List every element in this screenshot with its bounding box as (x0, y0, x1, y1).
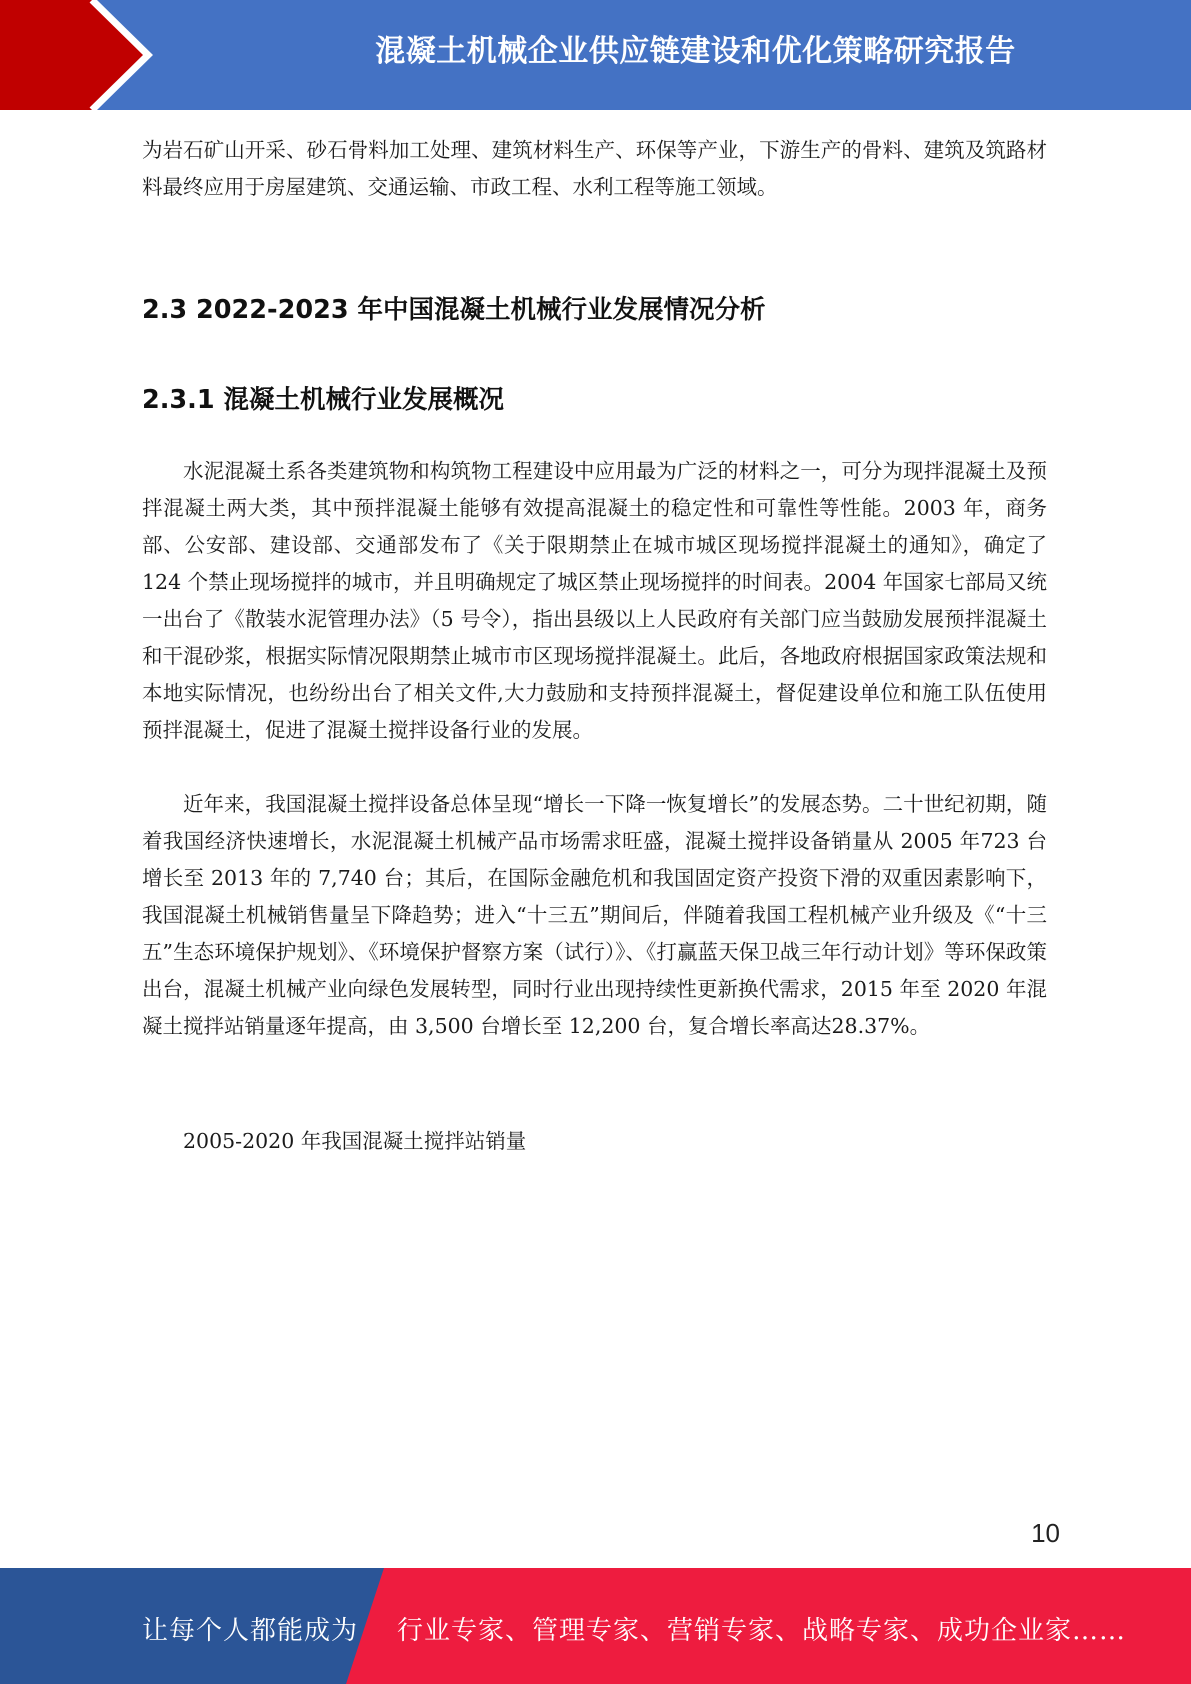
subsection-heading-block (142, 380, 1047, 416)
footer-slogan-right: 行业专家、管理专家、营销专家、战略专家、成功企业家…… (397, 1616, 1127, 1646)
figure-caption: 2005-2020 年我国混凝土搅拌站销量 (183, 1129, 527, 1153)
subsection-heading: 2.3.1 混凝土机械行业发展概况 (142, 385, 504, 415)
header-red-arrow (0, 0, 148, 110)
body-paragraph: 水泥混凝土系各类建筑物和构筑物工程建设中应用最为广泛的材料之一，可分为现拌混凝土及预拌混凝土两大类，其中预拌混凝土能够有效提高混凝土的稳定性和可靠性等性能。2003 年，商务部、公安部、建设部、交通部发布了《关于限期禁止在城市城区现场搅拌混凝土的通知》，确定了 124 个禁止现场搅拌的城市，并且明确规定了城区禁止现场搅拌的时间表。2004 年国家七部局又统一出台了《散装水泥管理办法》（5 号令），指出县级以上人民政府有关部门应当鼓励发展预拌混凝土和干混砂浆，根据实际情况限期禁止城市市区现场搅拌混凝土。此后，各地政府根据国家政策法规和本地实际情况，也纷纷出台了相关文件,大力鼓励和支持预拌混凝土，督促建设单位和施工队伍使用预拌混凝土，促进了混凝土搅拌设备行业的发展。 (142, 459, 1047, 742)
paragraph-block-2 (142, 786, 1047, 1045)
intro-paragraph: 为岩石矿山开采、砂石骨料加工处理、建筑材料生产、环保等产业，下游生产的骨料、建筑及筑路材料最终应用于房屋建筑、交通运输、市政工程、水利工程等施工领域。 (142, 138, 1047, 199)
section-heading-block (142, 290, 1047, 326)
body-paragraph: 近年来，我国混凝土搅拌设备总体呈现“增长一下降一恢复增长”的发展态势。二十世纪初期，随着我国经济快速增长，水泥混凝土机械产品市场需求旺盛，混凝土搅拌设备销量从 2005 年723 台增长至 2013 年的 7,740 台；其后，在国际金融危机和我国固定资产投资下滑的双重因素影响下，我国混凝土机械销售量呈下降趋势；进入“十三五”期间后，伴随着我国工程机械产业升级及《“十三五”生态环境保护规划》、《环境保护督察方案（试行）》、《打赢蓝天保卫战三年行动计划》等环保政策出台，混凝土机械产业向绿色发展转型，同时行业出现持续性更新换代需求，2015 年至 2020 年混凝土搅拌站销量逐年提高，由 3,500 台增长至 12,200 台，复合增长率高达28.37%。 (142, 792, 1047, 1038)
page-number: 10 (1031, 1518, 1060, 1548)
page-footer (0, 1568, 1191, 1684)
paragraph-block-1 (142, 453, 1047, 749)
section-heading: 2.3 2022-2023 年中国混凝土机械行业发展情况分析 (142, 295, 766, 325)
report-title: 混凝土机械企业供应链建设和优化策略研究报告 (375, 34, 1016, 69)
page-header (0, 0, 1191, 110)
figure-caption-block (183, 1124, 1088, 1154)
intro-block (142, 132, 1047, 206)
footer-slogan-left: 让每个人都能成为 (142, 1616, 359, 1646)
